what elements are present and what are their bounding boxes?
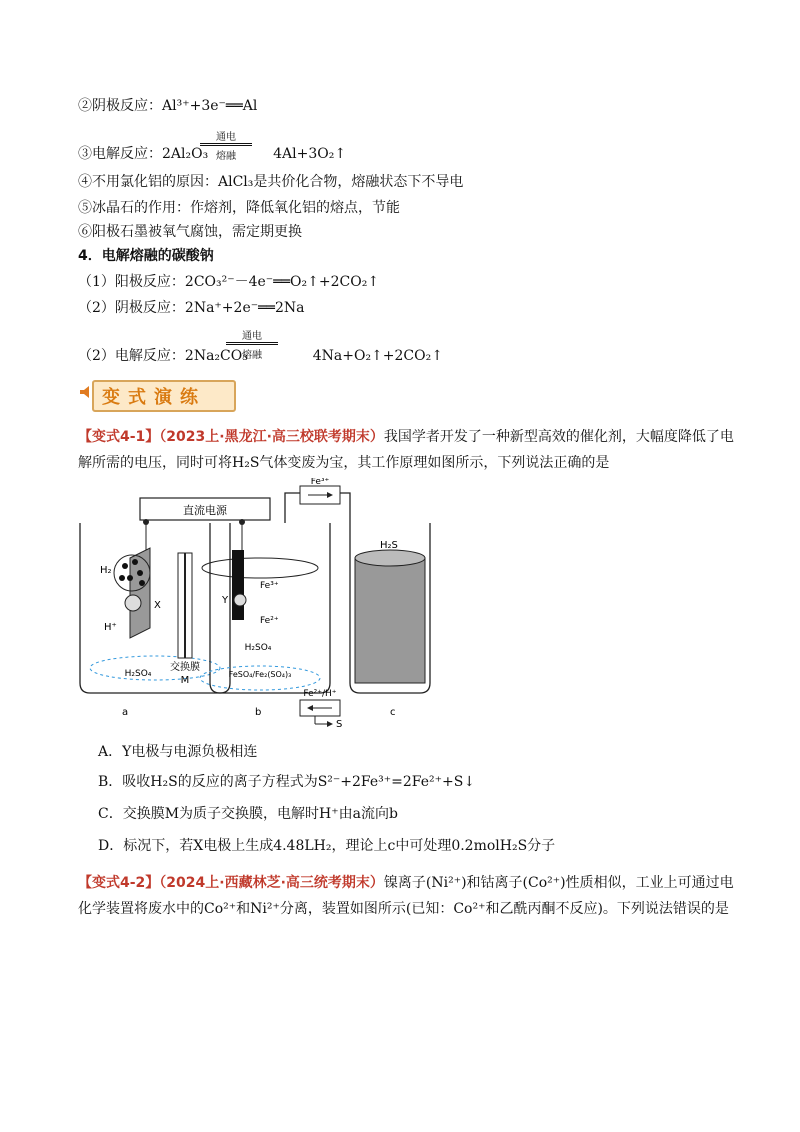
cathode-reaction-na: （2）阴极反应：2Na⁺+2e⁻══2Na: [78, 300, 305, 316]
fe2h-label: Fe²⁺/H⁺: [303, 689, 337, 699]
condition-bottom: 熔融: [242, 350, 262, 361]
container-b-label: b: [255, 707, 262, 718]
h2-label: H₂: [100, 565, 112, 576]
question-text-1: 我国学者开发了一种新型高效的催化剂，大幅度降低了电: [383, 429, 734, 445]
container-a-label: a: [122, 707, 129, 718]
option-b: B．吸收H₂S的反应的离子方程式为S²⁻+2Fe³⁺=2Fe²⁺+S↓: [98, 774, 476, 790]
question-text-2: 化学装置将废水中的Co²⁺和Ni²⁺分离，装置如图所示(已知：Co²⁺和乙酰丙酮不反应)。下列说法错误的是: [78, 901, 729, 917]
electrolysis-diagram: [70, 478, 450, 728]
practice-banner: [78, 380, 238, 410]
condition-bottom: 熔融: [216, 151, 236, 162]
product-text: 4Na+O₂↑+2CO₂↑: [312, 348, 443, 364]
anode-graphite: ⑥阳极石墨被氧气腐蚀，需定期更换: [78, 224, 302, 240]
banner-text: 变式演练: [102, 387, 206, 408]
s-label: S: [336, 719, 343, 728]
cryolite-role: ⑤冰晶石的作用：作熔剂，降低氧化铝的熔点，节能: [78, 200, 400, 216]
h2so4-b-label: H₂SO₄: [244, 643, 272, 653]
condition-top: 通电: [200, 128, 252, 144]
h2so4-a-label: H₂SO₄: [124, 669, 152, 679]
h2s-label: H₂S: [380, 540, 398, 551]
power-supply-label: 直流电源: [183, 504, 227, 517]
fe3-inner-label: Fe³⁺: [260, 581, 279, 591]
question-4-1: [78, 424, 738, 476]
fe2-inner-label: Fe²⁺: [260, 616, 279, 626]
condition-top: 通电: [226, 327, 278, 343]
anode-reaction-na: （1）阳极反应：2CO₃²⁻－4e⁻══O₂↑+2CO₂↑: [78, 274, 380, 290]
x-label: X: [154, 600, 161, 611]
section-heading-4: 4．电解熔融的碳酸钠: [78, 248, 214, 264]
reactant-text: ③电解反应：2Al₂O₃: [78, 146, 209, 162]
question-tag: 【变式4-1】（2023上·黑龙江·高三校联考期末）: [78, 429, 384, 445]
option-c: C．交换膜M为质子交换膜，电解时H⁺由a流向b: [98, 806, 398, 822]
reactant-text: （2）电解反应：2Na₂CO₃: [78, 348, 248, 364]
question-text-2: 解所需的电压，同时可将H₂S气体变废为宝，其工作原理如图所示，下列说法正确的是: [78, 455, 610, 471]
question-tag: 【变式4-2】（2024上·西藏林芝·高三统考期末）: [78, 875, 384, 891]
condition-mark-1: [200, 128, 252, 162]
cathode-reaction-al: ②阴极反应：Al³⁺+3e⁻══Al: [78, 98, 258, 114]
container-c-label: c: [390, 707, 396, 718]
m-label: M: [180, 675, 190, 686]
reason-no-alcl3: ④不用氯化铝的原因：AlCl₃是共价化合物，熔融状态下不导电: [78, 174, 464, 190]
product-text: 4Al+3O₂↑: [273, 146, 347, 162]
hplus-label: H⁺: [104, 622, 117, 633]
y-label: Y: [222, 595, 229, 606]
fe3-top-label: Fe³⁺: [310, 478, 330, 487]
question-4-2: [78, 870, 738, 922]
question-text-1: 镍离子(Ni²⁺)和钴离子(Co²⁺)性质相似，工业上可通过电: [383, 875, 734, 891]
option-a: A．Y电极与电源负极相连: [98, 744, 258, 760]
feso4-label: FeSO₄/Fe₂(SO₄)₃: [228, 670, 292, 679]
option-d: D．标况下，若X电极上生成4.48LH₂，理论上c中可处理0.2molH₂S分子: [98, 838, 556, 854]
membrane-label: 交换膜: [170, 662, 200, 673]
condition-mark-2: [226, 327, 278, 361]
